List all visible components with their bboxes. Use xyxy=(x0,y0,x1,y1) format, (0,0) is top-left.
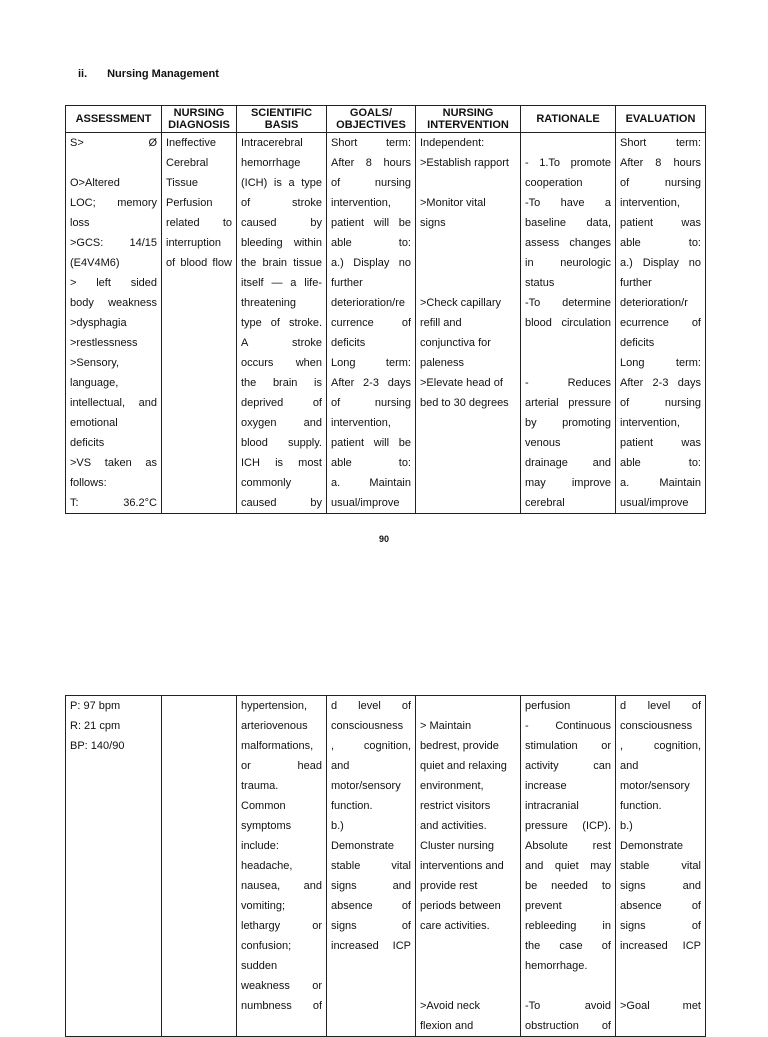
cell-line: intervention, xyxy=(331,417,391,429)
cell-line xyxy=(525,353,611,373)
cell-line: language, xyxy=(70,377,119,389)
evaluation-cell xyxy=(616,133,706,514)
cell-line: cerebral xyxy=(525,497,565,509)
cell-line: - Continuous xyxy=(525,720,611,732)
cell-line: -To avoid xyxy=(525,1000,611,1012)
cell-line: able to: xyxy=(620,457,701,469)
intervention-cell xyxy=(416,696,521,1037)
cell-line: Absolute rest xyxy=(525,840,611,852)
cell-line: malformations, xyxy=(241,740,314,752)
cell-line: able to: xyxy=(620,237,701,249)
cell-line: lethargy or xyxy=(241,920,322,932)
cell-line: Short term: xyxy=(331,137,411,149)
cell-line: occurs when xyxy=(241,357,322,369)
cell-line: a. Maintain xyxy=(620,477,701,489)
cell-line: -To have a xyxy=(525,197,611,209)
cell-line: headache, xyxy=(241,860,293,872)
cell-line: A stroke xyxy=(241,337,322,349)
cell-line xyxy=(420,976,516,996)
cell-line: quiet and relaxing xyxy=(420,760,507,772)
rationale-cell xyxy=(521,133,616,514)
cell-line: signs of xyxy=(331,920,411,932)
cell-line: currence of xyxy=(331,317,411,329)
cell-line: caused by xyxy=(241,497,322,509)
cell-line: of stroke xyxy=(241,197,322,209)
header-goals-objectives: GOALS/ OBJECTIVES xyxy=(327,106,416,133)
cell-line: Cerebral xyxy=(166,157,209,169)
cell-line xyxy=(620,956,701,976)
cell-line: blood circulation xyxy=(525,317,611,329)
cell-line: of nursing xyxy=(331,397,411,409)
cell-line: > left sided xyxy=(70,277,157,289)
cell-line: loss xyxy=(70,217,90,229)
cell-line: able to: xyxy=(331,457,411,469)
cell-line: deprived of xyxy=(241,397,322,409)
cell-line: refill and xyxy=(420,317,462,329)
cell-line: signs and xyxy=(620,880,701,892)
cell-line: venous xyxy=(525,437,561,449)
cell-line: Tissue xyxy=(166,177,198,189)
cell-line: baseline data, xyxy=(525,217,611,229)
cell-line: , cognition, xyxy=(331,740,411,752)
care-plan-table-page-2 xyxy=(65,695,706,1037)
cell-line: Long term: xyxy=(331,357,411,369)
cell-line: O>Altered xyxy=(70,177,120,189)
cell-line xyxy=(420,273,516,293)
cell-line: intervention, xyxy=(620,197,680,209)
cell-line xyxy=(420,173,516,193)
goals-cell xyxy=(327,133,416,514)
cell-line: - 1.To promote xyxy=(525,157,611,169)
cell-line: >restlessness xyxy=(70,337,138,349)
cell-line: threatening xyxy=(241,297,297,309)
cell-line: further xyxy=(620,277,652,289)
cell-line: bed to 30 degrees xyxy=(420,397,509,409)
cell-line: stimulation or xyxy=(525,740,611,752)
cell-line: emotional xyxy=(70,417,118,429)
cell-line xyxy=(420,253,516,273)
cell-line: weakness or xyxy=(241,980,322,992)
diagnosis-cell xyxy=(162,696,237,1037)
header-evaluation: EVALUATION xyxy=(616,106,706,133)
cell-line: perfusion xyxy=(525,700,571,712)
cell-line: may improve xyxy=(525,477,611,489)
cell-line: of blood flow xyxy=(166,257,232,269)
cell-line: -To determine xyxy=(525,297,611,309)
cell-line: Demonstrate xyxy=(620,840,683,852)
cell-line: P: 97 bpm xyxy=(70,700,121,712)
cell-line: , cognition, xyxy=(620,740,701,752)
section-title: Nursing Management xyxy=(107,68,219,80)
cell-line: Common xyxy=(241,800,286,812)
cell-line: rebleeding in xyxy=(525,920,611,932)
cell-line: provide rest xyxy=(420,880,478,892)
cell-line: or head xyxy=(241,760,322,772)
cell-line: motor/sensory xyxy=(620,780,690,792)
cell-line: Cluster nursing xyxy=(420,840,494,852)
cell-line: b.) xyxy=(620,820,633,832)
cell-line: >dysphagia xyxy=(70,317,127,329)
cell-line: absence of xyxy=(620,900,701,912)
cell-line: usual/improve xyxy=(331,497,400,509)
cell-line: intellectual, and xyxy=(70,397,157,409)
cell-line: numbness of xyxy=(241,1000,322,1012)
cell-line: a. Maintain xyxy=(331,477,411,489)
cell-line: arterial pressure xyxy=(525,397,611,409)
assessment-cell xyxy=(66,133,162,514)
cell-line: After 2-3 days xyxy=(620,377,701,389)
cell-line xyxy=(420,936,516,956)
cell-line: T: 36.2°C xyxy=(70,497,157,509)
cell-line: status xyxy=(525,277,555,289)
cell-line xyxy=(70,153,157,173)
header-rationale: RATIONALE xyxy=(521,106,616,133)
cell-line: stable vital xyxy=(620,860,701,872)
cell-line: BP: 140/90 xyxy=(70,740,125,752)
page-number: 90 xyxy=(378,534,389,544)
cell-line: cooperation xyxy=(525,177,583,189)
cell-line: Demonstrate xyxy=(331,840,394,852)
cell-line: signs and xyxy=(331,880,411,892)
cell-line: Independent: xyxy=(420,137,485,149)
cell-line: increased ICP xyxy=(620,940,701,952)
cell-line: flexion and xyxy=(420,1020,474,1032)
cell-line: periods between xyxy=(420,900,501,912)
care-plan-table-page-1 xyxy=(65,105,706,514)
cell-line: oxygen and xyxy=(241,417,322,429)
cell-line: - Reduces xyxy=(525,377,611,389)
cell-line: vomiting; xyxy=(241,900,286,912)
cell-line: >Avoid neck xyxy=(420,1000,481,1012)
cell-line xyxy=(525,976,611,996)
table-row xyxy=(66,133,706,514)
header-nursing-intervention: NURSING INTERVENTION xyxy=(416,106,521,133)
cell-line: prevent xyxy=(525,900,562,912)
cell-line: follows: xyxy=(70,477,107,489)
cell-line: and xyxy=(331,760,350,772)
cell-line: type of stroke. xyxy=(241,317,322,329)
header-scientific-basis: SCIENTIFIC BASIS xyxy=(237,106,327,133)
cell-line: increased ICP xyxy=(331,940,411,952)
cell-line: S> Ø xyxy=(70,137,157,149)
cell-line: absence of xyxy=(331,900,411,912)
basis-cell xyxy=(237,133,327,514)
cell-line: commonly xyxy=(241,477,292,489)
goals-cell xyxy=(327,696,416,1037)
rationale-cell xyxy=(521,696,616,1037)
cell-line: After 8 hours xyxy=(620,157,701,169)
header-row xyxy=(66,106,706,133)
cell-line: stable vital xyxy=(331,860,411,872)
cell-line: After 8 hours xyxy=(331,157,411,169)
cell-line: Short term: xyxy=(620,137,701,149)
cell-line: and quiet may xyxy=(525,860,611,872)
cell-line: sudden xyxy=(241,960,278,972)
cell-line: signs xyxy=(420,217,446,229)
cell-line: consciousness xyxy=(620,720,693,732)
cell-line: >Monitor vital xyxy=(420,197,486,209)
section-number: ii. xyxy=(78,68,88,80)
cell-line: restrict visitors xyxy=(420,800,491,812)
cell-line xyxy=(420,956,516,976)
cell-line xyxy=(525,333,611,353)
cell-line: >Sensory, xyxy=(70,357,120,369)
cell-line: LOC; memory xyxy=(70,197,157,209)
cell-line: Long term: xyxy=(620,357,701,369)
cell-line: hemorrhage xyxy=(241,157,301,169)
cell-line: intervention, xyxy=(331,197,391,209)
cell-line: conjunctiva for xyxy=(420,337,491,349)
cell-line: R: 21 cpm xyxy=(70,720,121,732)
cell-line: b.) xyxy=(331,820,344,832)
cell-line: signs of xyxy=(620,920,701,932)
cell-line: a.) Display no xyxy=(620,257,701,269)
cell-line: assess changes xyxy=(525,237,611,249)
cell-line: usual/improve xyxy=(620,497,689,509)
header-nursing-diagnosis: NURSING DIAGNOSIS xyxy=(162,106,237,133)
cell-line: of nursing xyxy=(620,397,701,409)
cell-line: intracranial xyxy=(525,800,579,812)
cell-line: activity can xyxy=(525,760,611,772)
cell-line: motor/sensory xyxy=(331,780,401,792)
diagnosis-cell xyxy=(162,133,237,514)
cell-line: Perfusion xyxy=(166,197,213,209)
section-heading xyxy=(78,68,219,80)
cell-line: patient will be xyxy=(331,437,411,449)
cell-line: of nursing xyxy=(620,177,701,189)
cell-line: bedrest, provide xyxy=(420,740,499,752)
cell-line: caused by xyxy=(241,217,322,229)
cell-line: deterioration/re xyxy=(331,297,405,309)
header-assessment: ASSESSMENT xyxy=(66,106,162,133)
cell-line: deterioration/r xyxy=(620,297,688,309)
assessment-cell xyxy=(66,696,162,1037)
cell-line: increase xyxy=(525,780,567,792)
cell-line: and activities. xyxy=(420,820,487,832)
cell-line: further xyxy=(331,277,363,289)
cell-line: deficits xyxy=(331,337,366,349)
cell-line: hypertension, xyxy=(241,700,308,712)
cell-line: > Maintain xyxy=(420,720,472,732)
cell-line: blood supply. xyxy=(241,437,322,449)
cell-line xyxy=(420,233,516,253)
cell-line: by promoting xyxy=(525,417,611,429)
cell-line: deficits xyxy=(70,437,105,449)
cell-line xyxy=(620,976,701,996)
cell-line: >Check capillary xyxy=(420,297,502,309)
cell-line: >Establish rapport xyxy=(420,157,509,169)
cell-line: care activities. xyxy=(420,920,490,932)
cell-line: interruption xyxy=(166,237,222,249)
cell-line: a.) Display no xyxy=(331,257,411,269)
cell-line: patient will be xyxy=(331,217,411,229)
cell-line: the brain tissue xyxy=(241,257,322,269)
cell-line xyxy=(525,133,611,153)
cell-line: patient was xyxy=(620,217,701,229)
cell-line: function. xyxy=(331,800,373,812)
cell-line: of nursing xyxy=(331,177,411,189)
cell-line: and xyxy=(620,760,639,772)
cell-line: bleeding within xyxy=(241,237,322,249)
cell-line: trauma. xyxy=(241,780,279,792)
cell-line: interventions and xyxy=(420,860,504,872)
cell-line: obstruction of xyxy=(525,1020,611,1032)
cell-line: Ineffective xyxy=(166,137,216,149)
cell-line: confusion; xyxy=(241,940,292,952)
basis-cell xyxy=(237,696,327,1037)
cell-line: d level of xyxy=(620,700,701,712)
cell-line: >Goal met xyxy=(620,1000,701,1012)
cell-line: body weakness xyxy=(70,297,157,309)
cell-line: drainage and xyxy=(525,457,611,469)
evaluation-cell xyxy=(616,696,706,1037)
cell-line xyxy=(420,696,516,716)
cell-line: patient was xyxy=(620,437,701,449)
cell-line: After 2-3 days xyxy=(331,377,411,389)
cell-line: consciousness xyxy=(331,720,404,732)
cell-line: >VS taken as xyxy=(70,457,157,469)
cell-line: pressure (ICP). xyxy=(525,820,611,832)
cell-line: >Elevate head of xyxy=(420,377,503,389)
cell-line: (E4V4M6) xyxy=(70,257,120,269)
cell-line: ecurrence of xyxy=(620,317,701,329)
cell-line: intervention, xyxy=(620,417,680,429)
cell-line: in neurologic xyxy=(525,257,611,269)
cell-line: (ICH) is a type xyxy=(241,177,322,189)
cell-line: hemorrhage. xyxy=(525,960,588,972)
cell-line: related to xyxy=(166,217,232,229)
cell-line: the brain is xyxy=(241,377,322,389)
intervention-cell xyxy=(416,133,521,514)
cell-line: symptoms xyxy=(241,820,292,832)
cell-line: the case of xyxy=(525,940,611,952)
cell-line: ICH is most xyxy=(241,457,322,469)
cell-line: able to: xyxy=(331,237,411,249)
cell-line: be needed to xyxy=(525,880,611,892)
cell-line: deficits xyxy=(620,337,655,349)
cell-line: function. xyxy=(620,800,662,812)
cell-line: paleness xyxy=(420,357,465,369)
cell-line: environment, xyxy=(420,780,484,792)
cell-line: nausea, and xyxy=(241,880,322,892)
cell-line: include: xyxy=(241,840,279,852)
cell-line: d level of xyxy=(331,700,411,712)
cell-line: itself — a life- xyxy=(241,277,322,289)
cell-line: arteriovenous xyxy=(241,720,308,732)
cell-line: Intracerebral xyxy=(241,137,303,149)
cell-line: >GCS: 14/15 xyxy=(70,237,157,249)
table-row xyxy=(66,696,706,1037)
